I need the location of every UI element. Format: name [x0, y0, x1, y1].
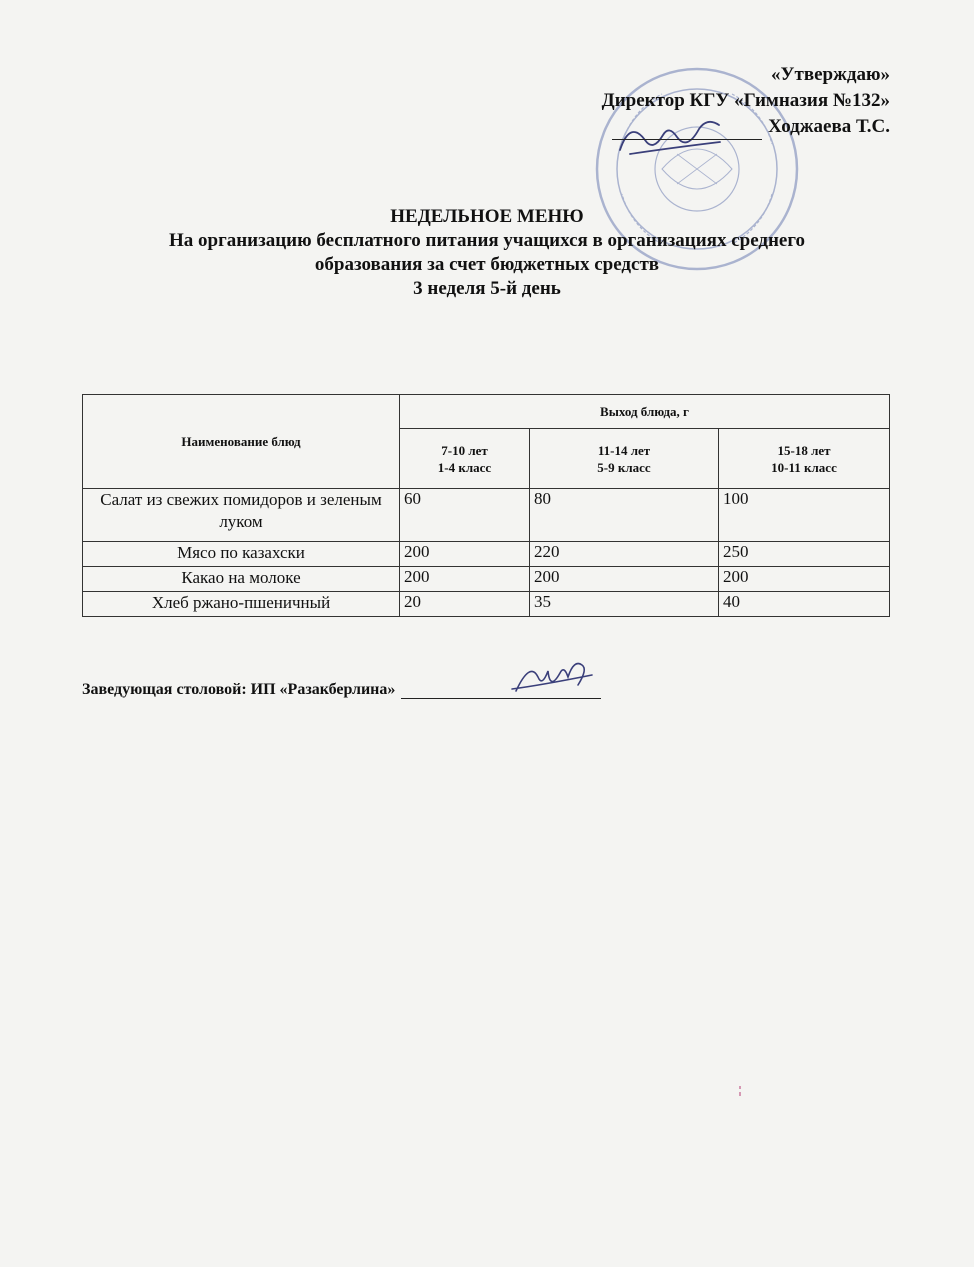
yield-value: 20 [400, 592, 530, 617]
yield-value: 200 [719, 567, 890, 592]
yield-value: 200 [400, 542, 530, 567]
title-line-3: образования за счет бюджетных средств [314, 254, 660, 275]
age-group-header [719, 429, 890, 489]
menu-table [82, 394, 890, 617]
age-group-grade: 10-11 класс [771, 459, 837, 475]
ink-speck [738, 1086, 742, 1096]
age-group-age: 15-18 лет [777, 442, 831, 458]
approval-position: Директор КГУ «Гимназия №132» [601, 90, 890, 111]
dish-name: Какао на молоке [83, 567, 400, 592]
table-row [83, 489, 890, 542]
yield-value: 250 [719, 542, 890, 567]
age-group-age: 7-10 лет [441, 442, 488, 458]
document-title [60, 205, 914, 301]
manager-signature [508, 655, 608, 705]
yield-value: 100 [719, 489, 890, 542]
table-header-row [83, 395, 890, 429]
title-main: НЕДЕЛЬНОЕ МЕНЮ [390, 206, 584, 227]
dish-name: Хлеб ржано-пшеничный [83, 592, 400, 617]
title-line-2: На организацию бесплатного питания учащихся в организациях среднего [168, 230, 806, 251]
approval-signatory [602, 114, 890, 140]
yield-value: 200 [530, 567, 719, 592]
age-group-grade: 1-4 класс [437, 459, 492, 475]
dish-name: Салат из свежих помидоров и зеленым луком [83, 489, 400, 542]
yield-value: 200 [400, 567, 530, 592]
title-week-day: 3 неделя 5-й день [413, 278, 561, 299]
table-row [83, 592, 890, 617]
table-row [83, 567, 890, 592]
yield-value: 220 [530, 542, 719, 567]
age-group-header [400, 429, 530, 489]
yield-value: 40 [719, 592, 890, 617]
approval-heading: «Утверждаю» [771, 64, 890, 85]
age-group-grade: 5-9 класс [597, 459, 651, 475]
approval-block [602, 62, 890, 140]
yield-value: 35 [530, 592, 719, 617]
yield-header: Выход блюда, г [400, 395, 890, 429]
table-row [83, 542, 890, 567]
signature-line [612, 121, 762, 140]
yield-value: 80 [530, 489, 719, 542]
dish-name-header: Наименование блюд [83, 395, 400, 489]
age-group-age: 11-14 лет [597, 442, 651, 458]
canteen-manager-label: Заведующая столовой: ИП «Разакберлина» [82, 681, 396, 698]
yield-value: 60 [400, 489, 530, 542]
dish-name: Мясо по казахски [83, 542, 400, 567]
age-group-header [530, 429, 719, 489]
director-name: Ходжаева Т.С. [768, 116, 890, 137]
